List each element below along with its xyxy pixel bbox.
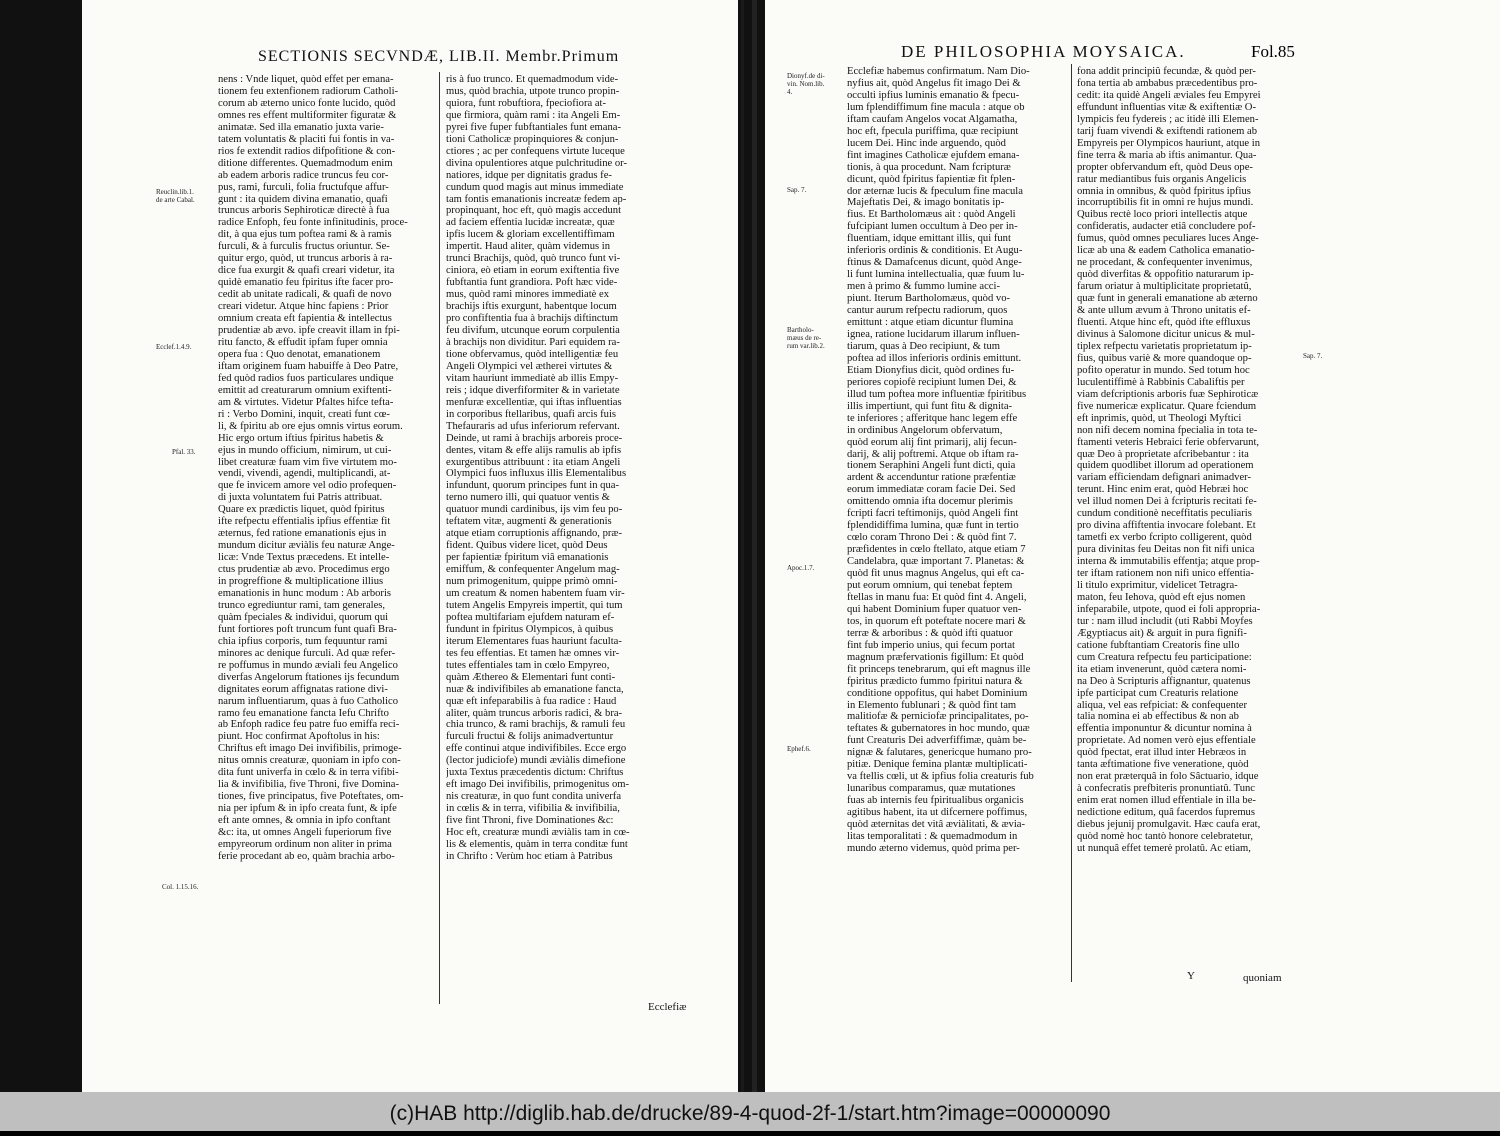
text-line: Quare ex prædictis liquet, quòd fpiritus	[218, 504, 385, 516]
text-line: radice Enfoph, feu fonte infinitudinis, proce-	[218, 217, 408, 229]
text-line: pro divina affiftentia invocare folebant. Et	[1077, 520, 1256, 532]
text-line: à confecratis prefbiteris pronuntiatû. Tunc	[1077, 783, 1255, 795]
text-line: fona tertia ab ambabus præcedentibus pro-	[1077, 77, 1258, 89]
text-line: ftamenti veteris Hebraici ferie obfervarunt,	[1077, 436, 1260, 448]
text-line: in ordinibus Angelorum obfervatum,	[847, 424, 1003, 436]
text-line: fpiritus prædicto fummo fpiritui natura &	[847, 675, 1023, 687]
text-line: fplendidiffima lumina, quæ funt in tertio	[847, 520, 1019, 532]
signature-mark: Y	[1187, 970, 1195, 982]
text-line: ratur mediantibus fuis organis Angelicis	[1077, 173, 1247, 185]
left-page	[82, 0, 738, 1092]
text-line: eorum immediatæ coram facie Dei. Sed	[847, 484, 1016, 496]
text-line: Deinde, ut rami à brachijs arboreis proce-	[446, 432, 623, 444]
text-line: lis & elementis, quàm in terra conditæ funt	[446, 839, 628, 850]
text-line: omnia in omnibus, & quòd fpiritus ipfius	[1077, 185, 1251, 197]
text-line: furculi fructui & folijs animadvertuntur	[446, 731, 614, 743]
text-line: tutes effentiales tam in cœlo Empyreo,	[446, 659, 610, 671]
text-line: dor æternæ lucis & fpeculum fine macula	[847, 185, 1023, 197]
text-line: quitur ergo, quòd, ut truncus arboris à ra-	[218, 253, 393, 265]
text-line: ne procedant, & confequenter invenimus,	[1077, 257, 1253, 269]
text-line: am & virtutes. Videtur Pfaltes hifce tefta-	[218, 396, 394, 408]
text-line: tutem Angelis Empyreis impertit, qui tum	[446, 599, 623, 611]
text-line: quæ Deo à proprietate afcribebantur : ita	[1077, 448, 1249, 460]
text-line: nedictione editum, quâ facerdos fupremus	[1077, 807, 1255, 819]
text-line: variam efficiendam defignari animadver-	[1077, 472, 1252, 484]
text-line: creari videtur. Atque hinc fapiens : Prior	[218, 301, 389, 313]
text-line: ejus in mundo officium, nimirum, ut cui-	[218, 444, 392, 456]
text-line: Etiam Dionyfius dicit, quòd ordines fu-	[847, 364, 1015, 376]
text-line: eft ante omnes, & omnia in ipfo conftant	[218, 815, 391, 827]
text-line: menfuræ excellentiæ, qui iftas influentias	[446, 396, 622, 408]
text-line: iftam originem fuam habuiffe à Deo Patre,	[218, 360, 399, 372]
text-line: Hic ergo ortum iftius fpiritus habetis &	[218, 432, 384, 444]
text-line: dice fua exurgit & quafi creari videtur, ita	[218, 265, 395, 277]
text-line: animatæ. Sed illa emanatio juxta varie-	[218, 121, 384, 133]
text-line: lympicis feu fydereis ; ac itidè illi Elemen-	[1077, 113, 1259, 125]
text-line: Ægyptiacus ait) & arguit in pura fignifi-	[1077, 627, 1247, 639]
text-line: poftea multifariam ejufdem naturam ef-	[446, 611, 615, 623]
text-line: viam defcriptionis arboris fuæ Sephiroticæ	[1077, 388, 1259, 400]
text-line: lia & invifibilia, five Throni, five Domina-	[218, 779, 400, 791]
text-line: trunci Brachijs, quòd, quò trunco funt vi-	[446, 253, 621, 265]
text-line: in corporibus ftellaribus, quafi arcis fuis	[446, 408, 617, 420]
text-line: non nifi decem nomina fpecialia in tota te-	[1077, 424, 1258, 436]
text-line: furculi, & à furculis fructus oriuntur. Se-	[218, 241, 390, 253]
text-line: diebus jejunij promulgavit. Hæc caufa erat,	[1077, 819, 1261, 831]
text-line: ab eadem arboris radice truncus feu cor-	[218, 169, 389, 181]
text-line: ita etiam invenerunt, quòd cætera nomi-	[1077, 663, 1247, 675]
text-line: funt fortiores poft truncum funt quafi Bra-	[218, 623, 397, 635]
text-line: te inferiores ; afferitque hanc legem effe	[847, 412, 1018, 424]
text-line: omnium creata eft fapientia & intellectus	[218, 313, 392, 325]
text-line: nens : Vnde liquet, quòd effet per emana-	[218, 74, 394, 85]
text-line: teftates & gubernatores in hoc mundo, quæ	[847, 723, 1030, 735]
text-line: rios fe extendit radios difpofitione & con-	[218, 145, 396, 157]
text-line: que firmiora, quàm rami : ita Angeli Em-	[446, 109, 621, 121]
text-line: ctus prudentiæ ab ævo. Procedimus ergo	[218, 564, 390, 576]
text-line: in Chrifto : Verùm hoc etiam à Patribus	[446, 850, 613, 862]
text-line: farum oriatur à multiplicitate proprietatû,	[1077, 281, 1252, 293]
text-line: ut nunquâ effet temerè prolatû. Ac etiam,	[1077, 842, 1251, 854]
text-line: emanationis in hunc modum : Ab arboris	[218, 587, 392, 599]
text-line: va ftellis cœli, ut & ipfius folia creaturis fub	[847, 771, 1034, 783]
text-line: inferioris ordinis & conditionis. Et Augu-	[847, 245, 1023, 257]
text-line: quidè emanatio feu fpiritus ifte facer pro-	[218, 277, 394, 289]
text-line: ctiores ; ac per confequens virtute luceque	[446, 145, 625, 157]
text-line: fubftantia funt grandiora. Poft hæc vide-	[446, 277, 618, 289]
text-line: narum influentiarum, quas à fuo Catholico	[218, 695, 399, 707]
text-line: tionis, à qua procedunt. Nam fcripturæ	[847, 161, 1011, 173]
text-line: Majeftatis Dei, & imago bonitatis ip-	[847, 197, 1005, 209]
text-line: ardent & accenduntur ratione præfentiæ	[847, 472, 1016, 484]
text-line: tam fontis emanationis increatæ fedem ap-	[446, 193, 627, 205]
text-line: aliter, quàm truncus arboris radici, & bra-	[446, 707, 623, 719]
text-line: fundunt in fpiritus Olympicos, à quibus	[446, 623, 614, 635]
text-line: ri : Verbo Domini, inquit, creati funt cœ-	[218, 408, 390, 420]
text-line: talia nomina ei ab effectibus & non ab	[1077, 711, 1239, 723]
text-line: aliqua, vel eas refpiciat: & confequenter	[1077, 699, 1248, 711]
text-line: na Deo à Scripturis affignantur, quatenus	[1077, 675, 1251, 687]
text-line: infeparabile, utpote, quod ei foli appropria-	[1077, 603, 1261, 615]
text-line: ftellas in manu fua: Et quòd fint 4. Angeli,	[847, 591, 1027, 603]
marginal-note: Col. 1.15.16.	[162, 883, 199, 891]
text-line: dit, à qua ejus tum poftea rami & à ramis	[218, 229, 392, 241]
text-line: emittit ad creaturarum omnium exiftenti-	[218, 384, 392, 396]
text-line: quòd eorum alij fint primarij, alij fecun-	[847, 436, 1017, 448]
text-line: mus, quòd brachia, utpote trunco propin-	[446, 85, 620, 97]
text-line: cum Creatura refpectu feu participatione:	[1077, 651, 1252, 663]
text-line: per fapientiæ fpiritum viâ emanationis	[446, 552, 609, 564]
text-line: corum ab æterno unico fonte lucido, quòd	[218, 97, 396, 109]
text-line: tionem feu extenfionem radiorum Catholi-	[218, 85, 399, 97]
text-line: licæ ab una & eadem Catholica emanatio-	[1077, 245, 1255, 257]
text-line: exurgentibus attribuunt : ita etiam Angeli	[446, 456, 621, 468]
text-line: Olympici fuos influxus illis Elementalibus	[446, 468, 627, 480]
text-line: Quibus rectè loco priori intellectis atque	[1077, 209, 1248, 221]
text-line: effentia imponuntur & dicuntur nomina à	[1077, 723, 1252, 735]
text-line: chia ipfius corporis, tum fequuntur rami	[218, 635, 388, 647]
text-line: poftea ad illos inferioris ordinis emittunt.	[847, 352, 1022, 364]
text-line: illis impertiunt, qui funt fitu & dignita-	[847, 400, 1013, 412]
text-line: juxta Textus præcedentis dictum: Chriftus	[446, 767, 624, 779]
text-line: occulti ipfius luminis emanatio & fpecu-	[847, 89, 1020, 101]
text-line: terræ & arboribus : & quòd ifti quatuor	[847, 627, 1013, 639]
text-line: lucem Dei. Hinc inde arguendo, quòd	[847, 137, 1006, 149]
text-line: vel illud nomen Dei à fcripturis recitati fe-	[1077, 496, 1257, 508]
text-line: li, & fpiritu ab ore ejus omnis virtus eorum.	[218, 420, 403, 432]
text-line: impertit. Haud aliter, quàm videmus in	[446, 241, 611, 253]
text-line: agitibus habent, ita ut difcernere poffimus,	[847, 807, 1028, 819]
text-line: quæ funt in generali emanatione ab æterno	[1077, 293, 1258, 305]
text-line: quòd fpectat, erat illud inter Hebræos in	[1077, 747, 1247, 759]
marginal-note: Ephef.6.	[787, 745, 811, 753]
text-line: fumus, quòd omnes peculiares luces Ange-	[1077, 233, 1259, 245]
text-line: eft imago Dei invifibilis, primogenitus om-	[446, 779, 630, 791]
text-line: ab Enfoph radice feu patre fuo emiffa reci-	[218, 719, 400, 731]
text-line: tiplex refpectu varietatis proprietatum ip-	[1077, 340, 1252, 352]
text-line: tionem Seraphini Angeli funt dicti, quia	[847, 460, 1016, 472]
text-line: fona addit principiû fecundæ, & quòd per-	[1077, 66, 1256, 77]
text-line: nia per ipfum & in ipfo creata funt, & ipfe	[218, 803, 397, 815]
text-line: terno numero illi, qui quatuor ventis &	[446, 492, 610, 504]
text-line: funt Creaturis Dei adverfiffimæ, quàm be-	[847, 735, 1027, 747]
text-line: quiora, funt robuftiora, fpeciofiora at-	[446, 97, 607, 109]
marginal-note: Apoc.1.7.	[787, 564, 815, 572]
text-line: Chriftus eft imago Dei invifibilis, primoge-	[218, 743, 402, 755]
text-line: propter obfervandum eft, quòd Deus ope-	[1077, 161, 1253, 173]
column-rule	[1071, 64, 1072, 982]
text-line: tametfi ex verbo fcripto colligerent, quòd	[1077, 532, 1252, 544]
text-line: fint imagines Catholicæ ejufdem emana-	[847, 149, 1020, 161]
text-line: infundunt, quorum principes funt in qua-	[446, 480, 620, 492]
text-line: tiarum, quas à Deo recipiunt, & tum	[847, 340, 1000, 352]
text-line: num primogenitum, quippe primò omni-	[446, 576, 618, 588]
text-line: in progreffione & multiplicatione illius	[218, 576, 384, 588]
text-line: tos, in quorum eft poteftate nocere mari &	[847, 615, 1026, 627]
text-line: in cœlis & in terra, vifibilia & invifibilia,	[446, 803, 620, 815]
text-line: maton, feu Iehova, quòd eft ejus nomen	[1077, 591, 1246, 603]
text-line: Ecclefiæ habemus confirmatum. Nam Dio-	[847, 66, 1030, 77]
text-line: fluentiam, idque emittant illis, qui funt	[847, 233, 1011, 245]
text-line: ifte refpectu effentialis ipfius effentiæ fit	[218, 516, 391, 528]
text-line: ter iftam rationem non nifi unico effentia-	[1077, 568, 1254, 580]
marginal-note: 4.	[787, 88, 793, 96]
text-column-2	[1077, 66, 1299, 855]
text-line: li funt lumina intellectualia, quæ fuum lu-	[847, 269, 1025, 281]
text-line: nignæ & falutares, genericque humano pro-	[847, 747, 1032, 759]
text-line: malitiofæ & perniciofæ principalitates, po-	[847, 711, 1029, 723]
text-line: omittendo omnia ifta docemur plerimis	[847, 496, 1013, 508]
text-line: cedit ab unitate radicali, & quafi de novo	[218, 289, 392, 301]
marginal-note: Reuclin.lib.1.	[156, 188, 194, 196]
text-line: æternus, fed ratione emanationis ejus in	[218, 528, 387, 540]
text-line: fufcipiant lumen occultum à Deo per in-	[847, 221, 1018, 233]
text-line: piunt. Hoc confirmat Apoftolus in his:	[218, 731, 380, 743]
text-line: terunt. Hinc enim erat, quòd Hebræi hoc	[1077, 484, 1249, 496]
marginal-note: Sap. 7.	[787, 186, 807, 194]
text-line: fuas ab internis feu fpiritualibus organicis	[847, 795, 1024, 807]
text-line: dita funt univerfa in cœlo & in terra vifibi-	[218, 767, 399, 779]
text-line: licæ: Vnde Textus præcedens. Et intelle-	[218, 552, 390, 564]
text-line: re poffumus in mundo æviali feu Angelico	[218, 659, 398, 671]
text-line: lum fplendiffimum fine macula : atque ob	[847, 101, 1025, 113]
text-line: quòd æternitas det vitâ æviàlitati, & ævia-	[847, 819, 1026, 831]
text-line: ris à fuo trunco. Et quemadmodum vide-	[446, 74, 619, 85]
text-line: brachijs iftis exurgunt, habentque locum	[446, 301, 617, 313]
text-line: ad faciem effentia lucidæ increatæ, quæ	[446, 217, 615, 229]
text-line: interna & immutabilis effentja; atque prop-	[1077, 556, 1260, 568]
text-line: libet creaturæ fuam vim five virtutem mo-	[218, 456, 397, 468]
text-line: hoc eft, fpecula puriffima, quæ recipiunt	[847, 125, 1019, 137]
text-line: nis creaturæ, in quo funt condita univerfa	[446, 791, 622, 803]
text-line: ramo feu emanatione fancta Iefu Chrifto	[218, 707, 389, 719]
text-line: confideratis, audacter etiâ concludere pof-	[1077, 221, 1256, 233]
text-line: di juxta voluntatem fui Patris attribuat.	[218, 492, 383, 504]
catchword: Ecclefiæ	[648, 1001, 687, 1013]
text-line: fident. Quibus videre licet, quòd Deus	[446, 540, 608, 552]
text-line: cantur aurum refpectu radiorum, quos	[847, 305, 1008, 317]
marginal-note: Bartholo-	[787, 326, 814, 334]
marginal-note: rum var.lib.2.	[787, 342, 825, 350]
text-line: dicunt, quòd fpiritus fapientiæ fit fplen-	[847, 173, 1016, 185]
text-line: pus, rami, furculi, folia fructufque affur-	[218, 181, 389, 193]
text-line: divinus à Salomone dicitur unicus & mul-	[1077, 328, 1255, 340]
copyright-caption: (c)HAB http://diglib.hab.de/drucke/89-4-quod-2f-1/start.htm?image=00000090	[0, 1092, 1500, 1131]
text-line: Empyreis per Olympicos hauriunt, atque in	[1077, 137, 1260, 149]
text-line: Candelabra, quæ important 7. Planetas: &	[847, 556, 1025, 568]
text-line: fit princeps tenebrarum, qui eft magnus ille	[847, 663, 1031, 675]
text-column-1	[218, 74, 436, 863]
text-line: chia trunco, & rami brachijs, & ramuli feu	[446, 719, 626, 731]
text-line: fine terra & maria ab iftis animantur. Qua-	[1077, 149, 1257, 161]
text-line: tarij fuam vivendi & exiftendi rationem ab	[1077, 125, 1258, 137]
text-line: proprietate. Ad nomen verò ejus effentiale	[1077, 735, 1256, 747]
text-line: pura divinitas feu Deitas non fit nifi unica	[1077, 544, 1255, 556]
text-line: præfidentes in cœlo ftellato, atque etiam 7	[847, 544, 1026, 556]
text-line: minores ac denique furculi. Ad quæ refer-	[218, 647, 396, 659]
marginal-note: Ecclef.1.4.9.	[156, 343, 192, 351]
text-column-1	[847, 66, 1067, 855]
text-line: nitus omnis creaturæ, quoniam in ipfo con-	[218, 755, 401, 767]
text-line: catione fubftantiam Creatoris fine ullo	[1077, 639, 1240, 651]
text-line: omnes res effent multiformiter figuratæ &	[218, 109, 397, 121]
text-line: natiores, idque per dignitatis gradus fe-	[446, 169, 612, 181]
text-line: tes feu effentias. Et tamen hæ omnes vir-	[446, 647, 620, 659]
text-line: feu divifum, utcunque eorum corpulentia	[446, 325, 620, 337]
text-line: lunaribus comparamus, quæ mutationes	[847, 783, 1016, 795]
text-line: fint fub imperio unius, qui fecum portat	[847, 639, 1015, 651]
text-line: piunt. Iterum Bartholomæus, quòd vo-	[847, 293, 1011, 305]
text-line: ftinus & Damafcenus dicunt, quòd Ange-	[847, 257, 1022, 269]
text-line: truncus arboris Sephiroticæ directè à fua	[218, 205, 390, 217]
marginal-note: de arte Cabal.	[156, 196, 195, 204]
text-line: five numericæ explicatur. Quare fciendum	[1077, 400, 1257, 412]
text-line: ditione differentes. Quemadmodum enim	[218, 157, 393, 169]
text-line: pofito operatur in mundo. Sed totum hoc	[1077, 364, 1250, 376]
text-line: quàm Æthereo & Elementari funt conti-	[446, 671, 616, 683]
text-line: reis ; idque diverfiformiter & in varietate	[446, 384, 620, 396]
text-line: vitam hauriunt immediatè ab illis Empy-	[446, 372, 619, 384]
text-line: pyrei five fuper fubftantiales funt emana-	[446, 121, 622, 133]
text-line: empyreorum ordinum non aliter in prima	[218, 839, 392, 850]
text-line: illud tum poftea more influentiæ fpiritibus	[847, 388, 1027, 400]
text-line: trunco egrediuntur rami, tam generales,	[218, 599, 386, 611]
text-line: conditione oppofitus, qui habet Dominium	[847, 687, 1028, 699]
text-line: li titulo exprimitur, videlicet Tetragra-	[1077, 579, 1238, 591]
text-line: à brachijs non dividitur. Pari equidem ra-	[446, 336, 620, 348]
running-head: DE PHILOSOPHIA MOYSAICA.	[901, 42, 1186, 61]
text-line: iftam caufam Angelos vocat Algamatha,	[847, 113, 1018, 125]
text-line: ipfe participat cum Creaturis relatione	[1077, 687, 1239, 699]
text-line: cundum quod magis aut minus immediate	[446, 181, 624, 193]
text-line: nuæ & indivifibiles ab emanatione fancta,	[446, 683, 624, 695]
catchword: quoniam	[1243, 972, 1282, 984]
text-line: gunt : ita quidem divina emanatio, quafi	[218, 193, 388, 205]
text-line: &c: ita, ut omnes Angeli fuperiorum five	[218, 827, 392, 839]
text-line: incorruptibilis fit in omni re hujus mundi.	[1077, 197, 1254, 209]
text-line: & ante ullum ævum à Throno unitatis ef-	[1077, 305, 1251, 317]
text-line: quatuor mundi cardinibus, ijs vim feu po-	[446, 504, 623, 516]
text-line: five fint Throni, five Dominationes &c:	[446, 815, 614, 827]
text-line: men à primo & fummo lumine acci-	[847, 281, 1000, 293]
text-line: (lector judiciofe) mundi æviàlis dimefione	[446, 755, 626, 767]
text-line: propinquant, hoc eft, quò magis accedunt	[446, 205, 622, 217]
text-line: quòd nomè hoc tantò honore celebratetur,	[1077, 831, 1254, 842]
text-line: periores copiofè recipiunt lumen Dei, &	[847, 376, 1017, 388]
text-line: litas temporalitati : & quemadmodum in	[847, 831, 1018, 842]
text-line: divina opulentiores atque pulchritudine or-	[446, 157, 628, 169]
text-line: emittunt : atque etiam dicuntur flumina	[847, 317, 1014, 329]
text-line: non erat præterquâ in folo Sâctuario, idque	[1077, 771, 1259, 783]
text-line: dignitates eorum affignatas ratione divi-	[218, 683, 388, 695]
text-line: pitiæ. Denique femina plantæ multiplicati-	[847, 759, 1028, 771]
text-line: diverfas Angelorum ftationes ijs fecundum	[218, 671, 400, 683]
text-line: vendi, vivendi, agendi, multiplicandi, at-	[218, 468, 391, 480]
text-line: quàm fpeciales & individui, quorum qui	[218, 611, 389, 623]
text-line: atque etiam corruptionis affignando, præ-	[446, 528, 623, 540]
marginal-note: Dionyf.de di-	[787, 72, 825, 80]
text-line: tioni Catholicæ propinquiores & conjun-	[446, 133, 619, 145]
text-line: tatem voluntatis & placiti fui fontis in va-	[218, 133, 395, 145]
text-line: qui habent Dominium fuper quatuor ven-	[847, 603, 1022, 615]
text-line: Angeli Olympici vel ætherei virtutes &	[446, 360, 613, 372]
text-line: tiones, five principatus, five Poteftates, om-	[218, 791, 404, 803]
text-line: fed quòd radios fuos particulares undique	[218, 372, 394, 384]
text-line: cundum conditionè neceffitatis peculiaris	[1077, 508, 1252, 520]
text-line: cedit: ita quidè Angeli æviales feu Empyrei	[1077, 89, 1261, 101]
text-line: teftatem vitæ, augmenti & generationis	[446, 516, 612, 528]
text-line: prudentiæ ab ævo. ipfe creavit illam in fpi-	[218, 325, 400, 337]
text-line: dentes, vitam & effe alijs ramulis ab ipfis	[446, 444, 622, 456]
text-line: mundum dicitur æviàlis feu naturæ Ange-	[218, 540, 395, 552]
text-column-2	[446, 74, 686, 863]
text-line: tanta æftimatione five veneratione, quòd	[1077, 759, 1249, 771]
gutter-shadow	[752, 0, 757, 1092]
text-line: ipfis lucem & gloriam excellentiffimam	[446, 229, 615, 241]
text-line: um creatum & nomen habentem fuam vir-	[446, 587, 625, 599]
text-line: quòd fit unus magnus Angelus, qui eft ca-	[847, 568, 1025, 580]
text-line: que fe invicem amore vel odio profequen-	[218, 480, 397, 492]
text-line: emiffum, & confequenter Angelum mag-	[446, 564, 620, 576]
text-line: eft inprimis, quòd, ut Theologi Myftici	[1077, 412, 1242, 424]
text-line: mundo æterno videmus, quòd prima per-	[847, 842, 1020, 854]
text-line: iterum Elementares fuas hauriunt faculta-	[446, 635, 622, 647]
text-line: tur : nam illud includit (uti Rabbi Moyfes	[1077, 615, 1253, 627]
running-head: SECTIONIS SECVNDÆ, LIB.II. Membr.Primum	[258, 48, 620, 65]
text-line: quæ eft infeparabilis à fua radice : Haud	[446, 695, 617, 707]
text-line: darij, & alij poftremi. Atque ob iftam ra-	[847, 448, 1019, 460]
text-line: ignea, ratione lucidarum illarum influen-	[847, 328, 1020, 340]
text-line: tione obfervamus, quòd intelligentiæ feu	[446, 348, 619, 360]
right-page	[765, 0, 1500, 1092]
gutter-shadow	[741, 0, 744, 1092]
column-rule	[439, 72, 440, 1004]
text-line: mus, quòd rami minores immediatè ex	[446, 289, 609, 301]
text-line: pro confiftentia fua à brachijs diftinctum	[446, 313, 619, 325]
marginal-note: Sap. 7.	[1303, 352, 1323, 360]
text-line: quidem quodlibet illorum ad operationem	[1077, 460, 1254, 472]
text-line: fius, quibus variè & more quandoque op-	[1077, 352, 1252, 364]
text-line: Thefauraris ad ufus inferiorum refervant.	[446, 420, 620, 432]
text-line: enim erat nomen illud effentiale in illa be-	[1077, 795, 1256, 807]
text-line: quòd diverfitas & oppofitio naturarum ip-	[1077, 269, 1254, 281]
text-line: Hoc eft, creaturæ mundi æviàlis tam in cœ-	[446, 827, 630, 839]
marginal-note: Pfal. 33.	[172, 448, 196, 456]
text-line: opera fua : Quo denotat, emanationem	[218, 348, 381, 360]
text-line: magnum præfervationis figillum: Et quòd	[847, 651, 1024, 663]
text-line: ciniora, eò etiam in eorum exiftentia five	[446, 265, 620, 277]
marginal-note: mæus de re-	[787, 334, 822, 342]
text-line: effe continui atque indivifibiles. Ecce ergo	[446, 743, 627, 755]
marginal-note: vin. Nom.lib.	[787, 80, 825, 88]
text-line: in Elemento fublunari ; & quòd fint tam	[847, 699, 1017, 711]
text-line: ritu fancto, & effudit ipfam fuper omnia	[218, 336, 388, 348]
text-line: nyfius ait, quòd Angelus fit imago Dei &	[847, 77, 1021, 89]
text-line: cœlo coram Throno Dei : & quòd fint 7.	[847, 532, 1017, 544]
text-line: luculentiffimè à Rabbinis Cabaliftis per	[1077, 376, 1245, 388]
text-line: fcripti facri teftimonijs, quòd Angeli fint	[847, 508, 1019, 520]
folio-number: Fol.85	[1251, 42, 1295, 61]
text-line: fluenti. Atque hinc eft, quòd ifte effluxus	[1077, 317, 1251, 329]
text-line: put eorum omnium, qui tenebat feptem	[847, 579, 1013, 591]
text-line: effundunt influentias vitæ & exiftentiæ O-	[1077, 101, 1256, 113]
text-line: fius. Et Bartholomæus ait : quòd Angeli	[847, 209, 1016, 221]
text-line: ferie procedant ab eo, quàm brachia arbo-	[218, 850, 395, 862]
